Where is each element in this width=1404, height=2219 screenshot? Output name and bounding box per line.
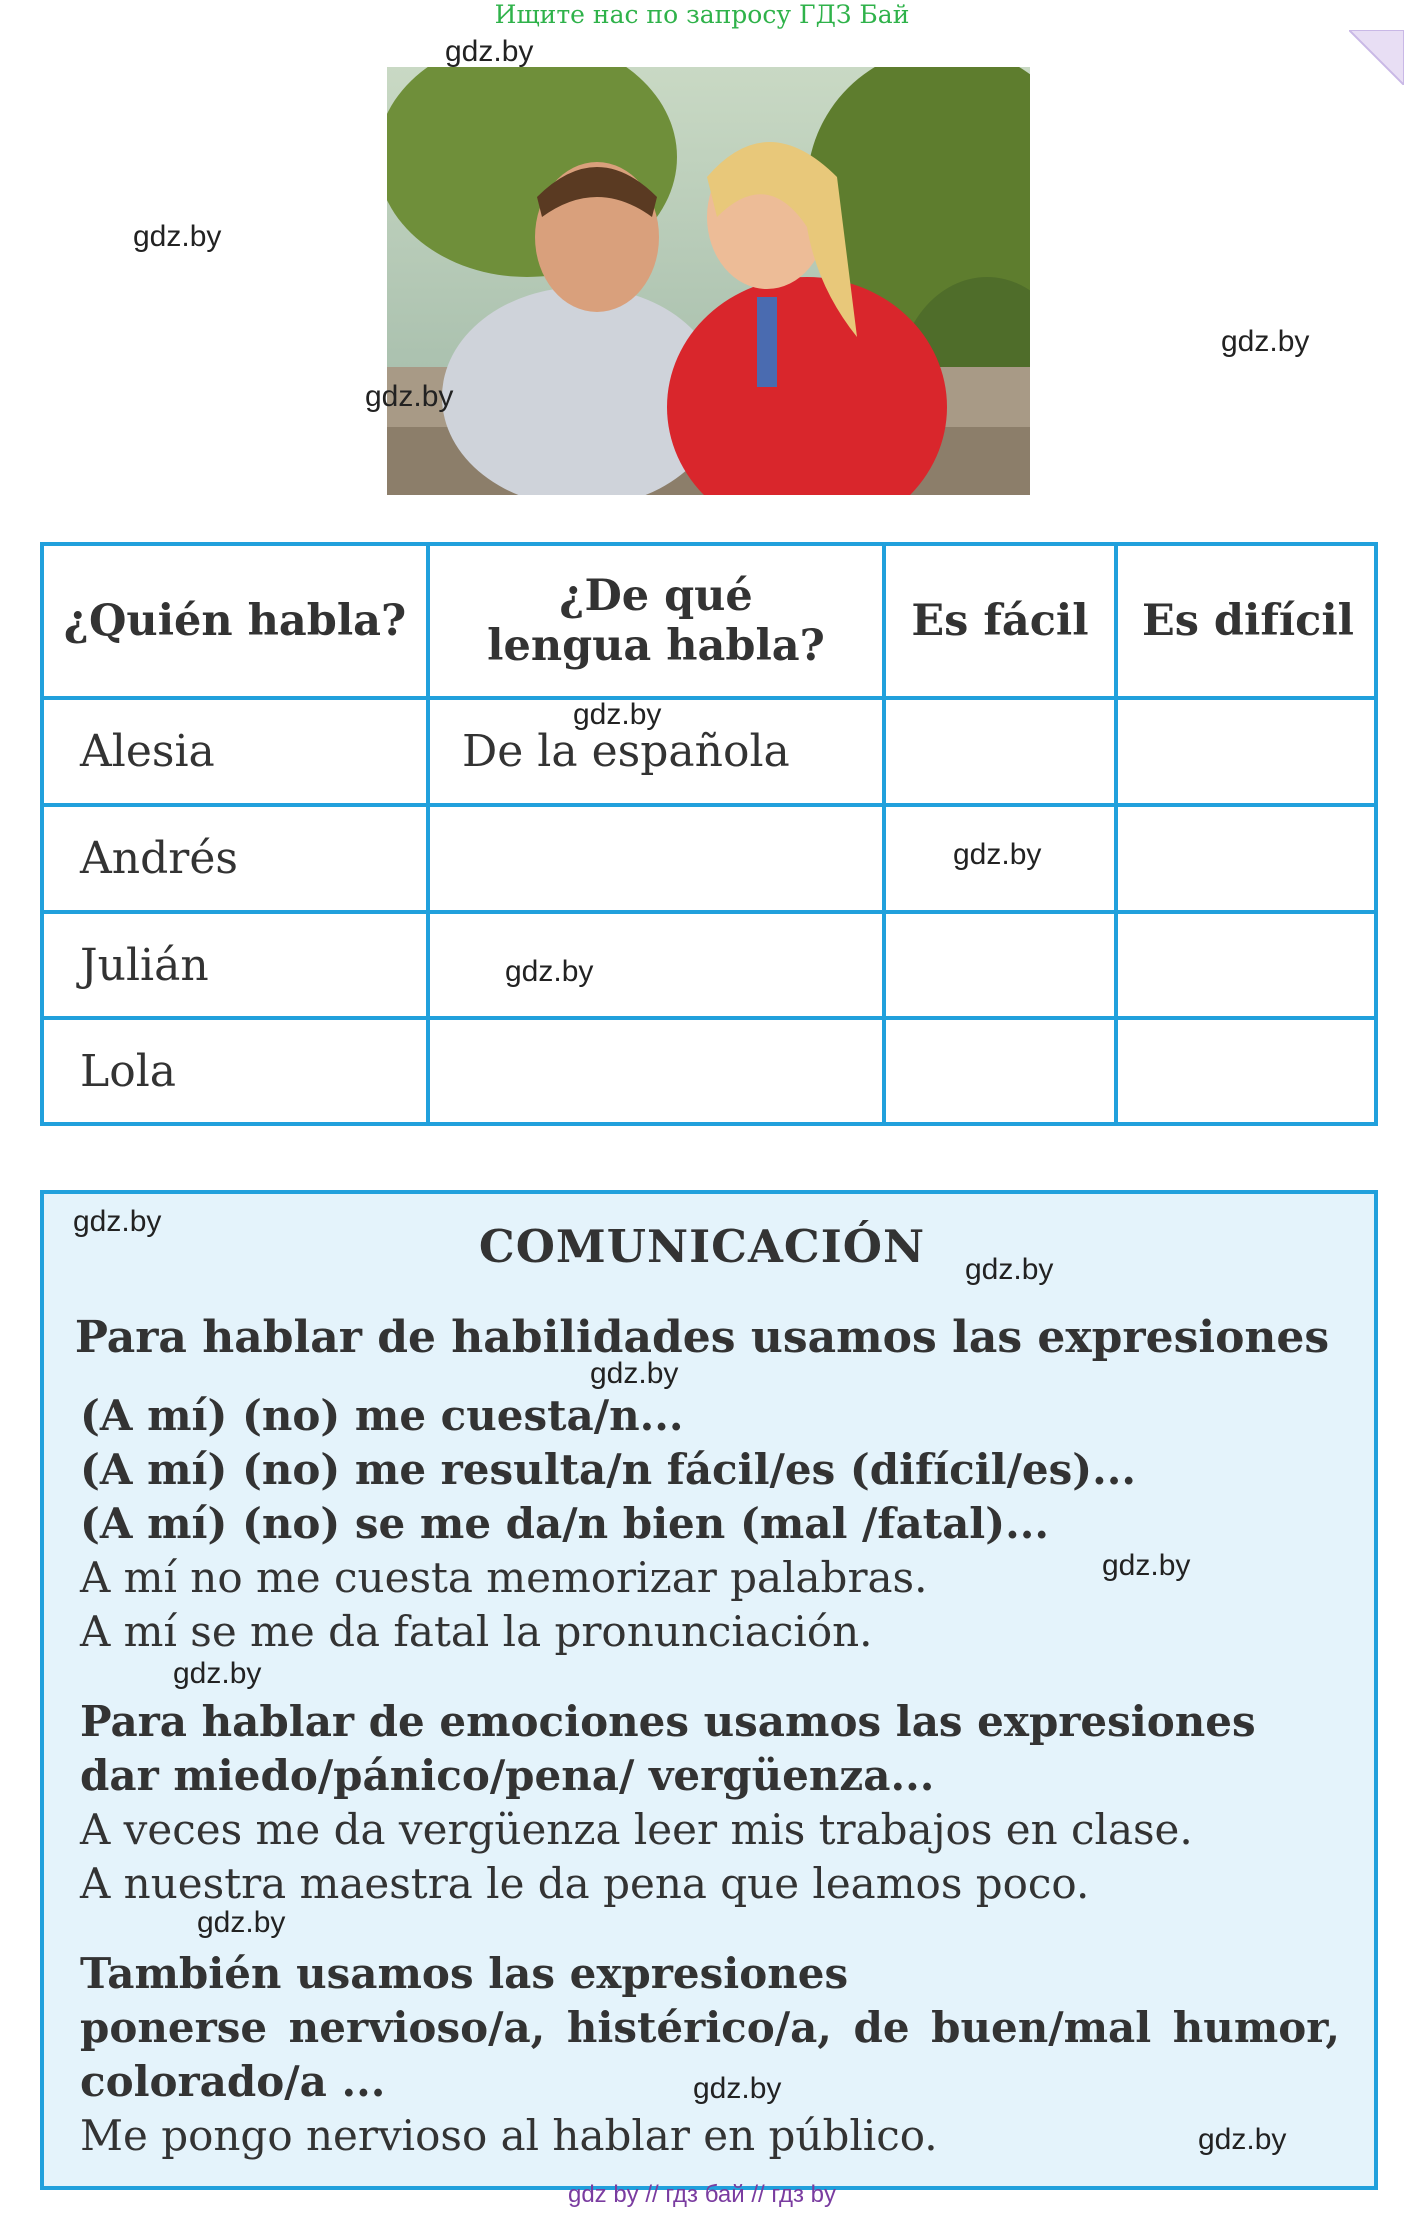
top-banner[interactable]: Ищите нас по запросу ГДЗ Бай [494, 0, 910, 29]
watermark: gdz.by [197, 1906, 286, 1939]
table-header-lengua: ¿De qué lengua habla? [487, 571, 825, 671]
expression-line: dar miedo/pánico/pena/ vergüenza... [80, 1751, 935, 1800]
watermark: gdz.by [573, 698, 662, 731]
table-header-quien: ¿Quién habla? [63, 596, 407, 646]
section-heading: También usamos las expresiones [80, 1949, 849, 1998]
watermark: gdz.by [505, 955, 594, 988]
comunicacion-title: COMUNICACIÓN [478, 1220, 926, 1273]
expression-line: (A mí) (no) me cuesta/n... [80, 1391, 684, 1440]
table-cell-name: Julián [80, 939, 209, 991]
section-heading: Para hablar de emociones usamos las expresiones [80, 1697, 1256, 1746]
table-cell-name: Alesia [80, 726, 215, 777]
table-cell-language: De la española [462, 726, 790, 777]
language-table [40, 542, 1378, 1126]
watermark: gdz.by [590, 1357, 679, 1390]
example-line: A mí se me da fatal la pronunciación. [80, 1607, 873, 1656]
footer-link[interactable]: gdz by // гдз бай // гдз by [567, 2181, 837, 2208]
watermark: gdz.by [173, 1657, 262, 1690]
expression-line: (A mí) (no) se me da/n bien (mal /fatal)... [80, 1499, 1049, 1548]
watermark: gdz.by [365, 380, 454, 413]
watermark: gdz.by [1102, 1549, 1191, 1582]
example-line: Me pongo nervioso al hablar en público. [80, 2111, 938, 2160]
watermark: gdz.by [965, 1253, 1054, 1286]
watermark: gdz.by [1198, 2123, 1287, 2156]
watermark: gdz.by [953, 838, 1042, 871]
page-corner-icon [1349, 30, 1404, 85]
table-header-facil: Es fácil [911, 596, 1089, 646]
table-header-dificil: Es difícil [1141, 596, 1355, 646]
example-line: A veces me da vergüenza leer mis trabajos en clase. [80, 1805, 1193, 1854]
comunicacion-subtitle: Para hablar de habilidades usamos las expresiones [74, 1312, 1330, 1363]
example-line: A nuestra maestra le da pena que leamos poco. [80, 1859, 1090, 1908]
couple-photo [387, 67, 1030, 495]
example-line: A mí no me cuesta memorizar palabras. [80, 1553, 928, 1602]
watermark: gdz.by [73, 1205, 162, 1238]
expression-line: (A mí) (no) me resulta/n fácil/es (difícil/es)... [80, 1445, 1137, 1494]
table-cell-name: Lola [80, 1045, 177, 1097]
expression-line: colorado/a ... [80, 2057, 386, 2106]
watermark: gdz.by [445, 35, 534, 68]
watermark: gdz.by [1221, 325, 1310, 358]
table-cell-name: Andrés [80, 833, 238, 884]
watermark: gdz.by [133, 220, 222, 253]
expression-line: ponerse nervioso/a, histérico/a, de buen/mal humor, [80, 2003, 1340, 2052]
watermark: gdz.by [693, 2072, 782, 2105]
